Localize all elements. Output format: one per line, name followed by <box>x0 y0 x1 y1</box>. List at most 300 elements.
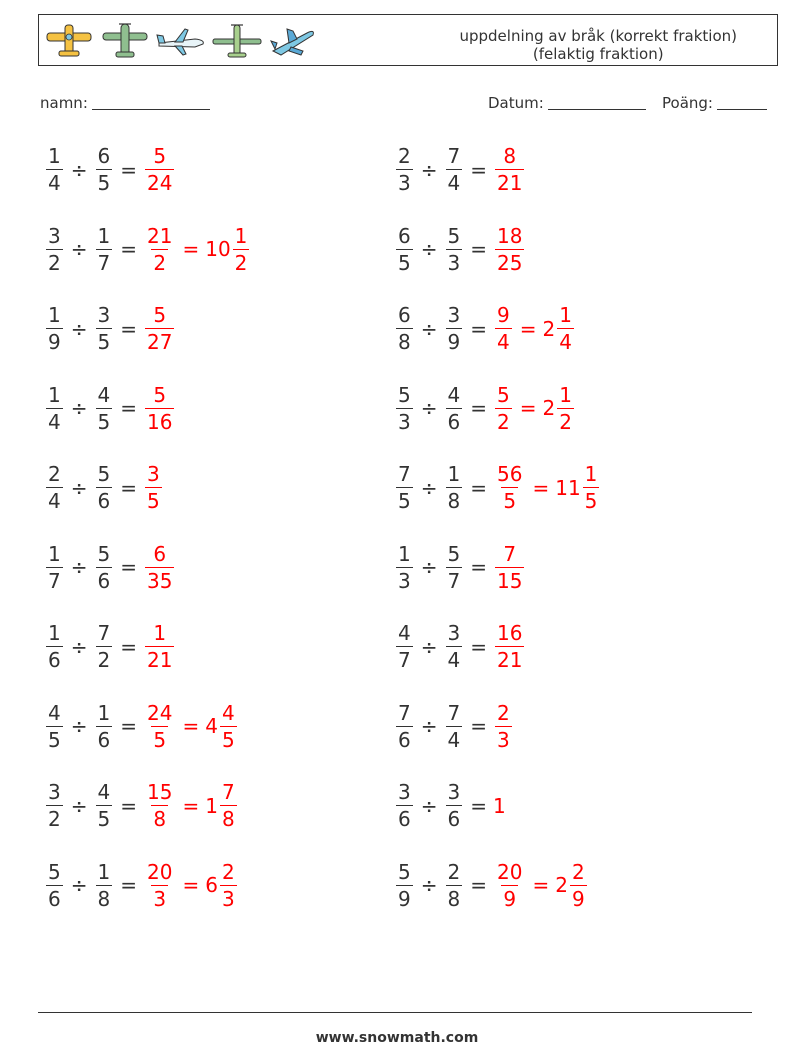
equals-sign: = <box>120 396 137 420</box>
answer-equals-sign: = <box>532 873 550 897</box>
answer-fraction-numerator: 5 <box>497 382 510 407</box>
divisor-fraction-numerator: 1 <box>97 223 111 248</box>
worksheet-title <box>459 27 737 63</box>
divisor-fraction-denominator: 7 <box>447 568 461 593</box>
divisor-fraction <box>96 304 113 353</box>
answer-fraction-denominator: 27 <box>147 330 173 354</box>
answer <box>143 304 176 353</box>
mixed-fraction-part <box>220 702 237 751</box>
answer-fraction-numerator: 7 <box>503 541 517 566</box>
divisor-fraction-denominator: 5 <box>97 330 111 354</box>
answer-fraction-numerator: 24 <box>147 700 173 725</box>
answer-fraction-denominator: 3 <box>497 727 510 752</box>
dividend-fraction <box>396 463 413 512</box>
answer-fraction-denominator: 15 <box>497 568 523 593</box>
divisor-fraction <box>96 543 113 592</box>
equals-sign: = <box>470 157 487 182</box>
divisor-fraction-denominator: 6 <box>447 409 461 434</box>
divisor-fraction-numerator: 7 <box>97 621 111 645</box>
plane-icons <box>43 21 319 61</box>
dividend-fraction-denominator: 6 <box>398 807 411 831</box>
dividend-fraction-numerator: 7 <box>398 700 411 725</box>
mixed-whole-part: 2 <box>542 396 556 420</box>
divisor-fraction <box>96 463 113 512</box>
divisor-fraction-denominator: 8 <box>97 886 111 911</box>
divisor-fraction <box>96 861 113 910</box>
divisor-fraction-denominator: 6 <box>97 727 111 752</box>
mixed-fraction-part-denominator: 5 <box>584 489 598 513</box>
mixed-fraction-part <box>583 463 600 512</box>
score-field[interactable] <box>662 94 767 112</box>
divide-sign: ÷ <box>420 555 438 579</box>
divisor-fraction <box>96 702 113 751</box>
mixed-fraction-part-denominator: 5 <box>221 727 235 752</box>
answer <box>143 145 176 194</box>
divisor-fraction-numerator: 2 <box>447 859 461 884</box>
equals-sign: = <box>120 157 137 182</box>
answer-fraction <box>495 145 524 194</box>
mixed-fraction-part-denominator: 3 <box>221 886 235 911</box>
divisor-fraction-denominator: 3 <box>447 250 461 275</box>
answer-fraction <box>495 622 524 671</box>
answer <box>143 384 176 433</box>
answer-fraction-numerator: 5 <box>153 382 167 407</box>
dividend-fraction-denominator: 6 <box>48 648 61 672</box>
equals-sign: = <box>470 475 487 500</box>
divide-sign: ÷ <box>70 555 88 579</box>
title-line-1: uppdelning av bråk (korrekt fraktion) <box>459 27 737 45</box>
dividend-fraction-numerator: 6 <box>398 223 411 248</box>
mixed-fraction-part-numerator: 4 <box>221 700 235 725</box>
divisor-fraction-numerator: 1 <box>97 700 111 725</box>
mixed-whole-part: 1 <box>205 793 218 818</box>
answer <box>143 781 239 830</box>
divide-sign: ÷ <box>70 475 88 500</box>
divisor-fraction-numerator: 3 <box>447 303 461 327</box>
divisor-fraction-numerator: 5 <box>447 541 461 566</box>
answer-fraction-numerator: 6 <box>153 541 167 566</box>
answer-fraction-numerator: 3 <box>147 462 160 486</box>
divisor-fraction-denominator: 6 <box>97 568 111 593</box>
mixed-fraction-part-numerator: 1 <box>559 303 572 327</box>
answer-fraction <box>495 225 524 274</box>
answer-fraction-denominator: 5 <box>503 489 517 513</box>
answer-fraction-numerator: 9 <box>497 303 510 327</box>
divide-sign: ÷ <box>70 873 88 897</box>
equals-sign: = <box>120 873 137 897</box>
mixed-fraction-part-numerator: 1 <box>559 382 572 407</box>
green-plane-icon <box>99 21 151 61</box>
green-propeller-plane-icon <box>211 21 263 61</box>
divide-sign: ÷ <box>70 157 88 182</box>
problem-row <box>44 463 164 512</box>
answer <box>493 384 576 433</box>
answer <box>493 861 589 910</box>
dividend-fraction-numerator: 2 <box>48 462 61 486</box>
dividend-fraction <box>396 384 413 433</box>
date-blank[interactable] <box>548 94 646 110</box>
problem-row <box>394 781 506 830</box>
mixed-fraction-part <box>557 304 574 353</box>
mixed-fraction-part-denominator: 2 <box>234 250 248 275</box>
dividend-fraction-denominator: 8 <box>398 330 411 354</box>
dividend-fraction-numerator: 7 <box>398 462 411 486</box>
equals-sign: = <box>120 555 137 579</box>
divisor-fraction-numerator: 4 <box>97 780 111 804</box>
mixed-fraction-part-denominator: 4 <box>559 330 572 354</box>
answer-fraction-denominator: 4 <box>497 330 510 354</box>
divisor-fraction <box>446 463 463 512</box>
divide-sign: ÷ <box>420 475 438 500</box>
blue-jet-icon <box>267 21 319 61</box>
dividend-fraction-denominator: 5 <box>48 727 61 752</box>
mixed-whole-part: 11 <box>555 475 581 500</box>
divisor-fraction-numerator: 1 <box>447 462 461 486</box>
divisor-fraction <box>446 622 463 671</box>
divide-sign: ÷ <box>420 316 438 341</box>
dividend-fraction-denominator: 3 <box>398 171 411 195</box>
dividend-fraction-numerator: 1 <box>398 541 411 566</box>
dividend-fraction-numerator: 4 <box>48 700 61 725</box>
answer-fraction <box>145 861 174 910</box>
answer-equals-sign: = <box>519 316 537 341</box>
problem-row <box>394 622 526 671</box>
mixed-fraction-part-numerator: 2 <box>221 859 235 884</box>
divide-sign: ÷ <box>420 157 438 182</box>
answer-fraction <box>495 384 512 433</box>
divisor-fraction <box>96 225 113 274</box>
answer-fraction-denominator: 5 <box>153 727 167 752</box>
dividend-fraction <box>396 225 413 274</box>
answer-fraction-numerator: 16 <box>497 621 523 645</box>
answer-fraction-denominator: 8 <box>153 807 167 831</box>
divide-sign: ÷ <box>70 634 88 659</box>
mixed-fraction-part-numerator: 2 <box>571 859 585 884</box>
divisor-fraction <box>446 145 463 194</box>
problem-row <box>44 304 176 353</box>
mixed-fraction-part <box>233 225 250 274</box>
problem-row <box>44 225 251 274</box>
divide-sign: ÷ <box>420 396 438 420</box>
divisor-fraction <box>96 384 113 433</box>
dividend-fraction-numerator: 3 <box>48 780 61 804</box>
divide-sign: ÷ <box>420 793 438 818</box>
mixed-fraction-part-denominator: 2 <box>559 409 572 434</box>
answer <box>493 702 514 751</box>
answer-fraction-numerator: 1 <box>153 621 167 645</box>
equals-sign: = <box>470 793 487 818</box>
dividend-fraction <box>46 861 63 910</box>
answer-equals-sign: = <box>182 714 200 738</box>
equals-sign: = <box>470 237 487 261</box>
divisor-fraction <box>446 861 463 910</box>
answer-fraction <box>145 463 162 512</box>
equals-sign: = <box>120 316 137 341</box>
divisor-fraction-denominator: 4 <box>447 727 461 752</box>
divisor-fraction-numerator: 5 <box>97 462 111 486</box>
divide-sign: ÷ <box>420 237 438 261</box>
divisor-fraction <box>96 145 113 194</box>
divisor-fraction-denominator: 8 <box>447 886 461 911</box>
divisor-fraction-denominator: 7 <box>97 250 111 275</box>
answer-fraction-numerator: 21 <box>147 223 173 248</box>
answer-whole-number: 1 <box>493 793 506 818</box>
equals-sign: = <box>470 316 487 341</box>
divisor-fraction-denominator: 6 <box>447 807 461 831</box>
answer-fraction <box>145 781 174 830</box>
answer-fraction <box>145 622 174 671</box>
divide-sign: ÷ <box>420 634 438 659</box>
problem-row <box>394 543 526 592</box>
divide-sign: ÷ <box>70 396 88 420</box>
mixed-whole-part: 10 <box>205 237 231 261</box>
footer-url: www.snowmath.com <box>315 1030 479 1046</box>
problem-row <box>44 781 239 830</box>
answer-fraction <box>495 702 512 751</box>
answer-fraction <box>495 543 524 592</box>
divisor-fraction-numerator: 5 <box>447 223 461 248</box>
divide-sign: ÷ <box>70 793 88 818</box>
dividend-fraction-denominator: 3 <box>398 568 411 593</box>
problem-row <box>394 225 526 274</box>
mixed-fraction-part-numerator: 1 <box>234 223 248 248</box>
mixed-fraction-part-denominator: 9 <box>571 886 585 911</box>
divisor-fraction-numerator: 5 <box>97 541 111 566</box>
dividend-fraction-denominator: 9 <box>48 330 61 354</box>
answer-fraction-numerator: 18 <box>497 223 523 248</box>
answer-fraction <box>495 463 524 512</box>
dividend-fraction-numerator: 5 <box>398 859 411 884</box>
mixed-fraction-part-numerator: 7 <box>221 780 235 804</box>
divisor-fraction-denominator: 2 <box>97 648 111 672</box>
answer-fraction <box>145 384 174 433</box>
equals-sign: = <box>120 634 137 659</box>
dividend-fraction-numerator: 3 <box>398 780 411 804</box>
mixed-fraction-part <box>557 384 574 433</box>
dividend-fraction-denominator: 5 <box>398 489 411 513</box>
equals-sign: = <box>120 793 137 818</box>
answer <box>493 794 506 818</box>
dividend-fraction <box>46 304 63 353</box>
dividend-fraction-denominator: 7 <box>398 648 411 672</box>
divisor-fraction-numerator: 3 <box>447 621 461 645</box>
score-label: Poäng: <box>662 94 713 112</box>
mixed-fraction-part <box>570 861 587 910</box>
answer-fraction-denominator: 2 <box>153 250 167 275</box>
dividend-fraction-denominator: 3 <box>398 409 411 434</box>
divisor-fraction-denominator: 5 <box>97 409 111 434</box>
answer-equals-sign: = <box>182 237 200 261</box>
answer <box>143 463 164 512</box>
answer <box>143 622 176 671</box>
answer-fraction-denominator: 21 <box>147 648 173 672</box>
answer-fraction-denominator: 9 <box>503 886 517 911</box>
dividend-fraction <box>46 781 63 830</box>
equals-sign: = <box>120 237 137 261</box>
dividend-fraction <box>46 622 63 671</box>
equals-sign: = <box>470 714 487 738</box>
dividend-fraction-numerator: 1 <box>48 382 61 407</box>
equals-sign: = <box>120 475 137 500</box>
divisor-fraction-denominator: 9 <box>447 330 461 354</box>
divisor-fraction <box>446 702 463 751</box>
answer-fraction <box>145 145 174 194</box>
name-blank[interactable] <box>92 94 210 110</box>
answer <box>493 145 526 194</box>
footer-divider <box>38 1012 752 1013</box>
mixed-whole-part: 4 <box>205 714 218 738</box>
dividend-fraction-numerator: 6 <box>398 303 411 327</box>
answer <box>493 304 576 353</box>
dividend-fraction-denominator: 4 <box>48 409 61 434</box>
dividend-fraction-denominator: 4 <box>48 171 61 195</box>
dividend-fraction <box>46 702 63 751</box>
date-field[interactable] <box>488 94 646 112</box>
answer-fraction <box>495 861 524 910</box>
name-label: namn: <box>40 94 88 112</box>
equals-sign: = <box>470 555 487 579</box>
divide-sign: ÷ <box>70 316 88 341</box>
dividend-fraction <box>396 622 413 671</box>
equals-sign: = <box>470 873 487 897</box>
title-line-2: (felaktig fraktion) <box>532 45 664 63</box>
divide-sign: ÷ <box>70 237 88 261</box>
answer-fraction <box>145 543 174 592</box>
dividend-fraction <box>46 543 63 592</box>
dividend-fraction-numerator: 3 <box>48 223 61 248</box>
answer-equals-sign: = <box>519 396 537 420</box>
score-blank[interactable] <box>717 94 767 110</box>
dividend-fraction <box>46 225 63 274</box>
answer <box>493 225 526 274</box>
divisor-fraction-denominator: 4 <box>447 648 461 672</box>
divisor-fraction-numerator: 1 <box>97 859 111 884</box>
dividend-fraction-denominator: 5 <box>398 250 411 275</box>
divisor-fraction-denominator: 5 <box>97 171 111 195</box>
problem-row <box>394 145 526 194</box>
mixed-whole-part: 2 <box>542 316 556 341</box>
answer-fraction-numerator: 20 <box>497 859 523 884</box>
divide-sign: ÷ <box>70 714 88 738</box>
answer-fraction-denominator: 5 <box>147 489 160 513</box>
date-label: Datum: <box>488 94 544 112</box>
answer-fraction-numerator: 5 <box>153 144 167 168</box>
dividend-fraction <box>46 384 63 433</box>
answer <box>493 622 526 671</box>
answer-equals-sign: = <box>182 873 200 897</box>
mixed-fraction-part <box>220 861 237 910</box>
answer-equals-sign: = <box>532 475 550 500</box>
divisor-fraction-denominator: 8 <box>447 489 461 513</box>
answer-fraction-numerator: 20 <box>147 859 173 884</box>
dividend-fraction-numerator: 4 <box>398 621 411 645</box>
white-jet-icon <box>155 21 207 61</box>
problem-row <box>44 622 176 671</box>
header-box <box>38 14 778 66</box>
yellow-plane-icon <box>43 21 95 61</box>
divisor-fraction-numerator: 6 <box>97 144 111 168</box>
divide-sign: ÷ <box>420 873 438 897</box>
problem-row <box>394 384 576 433</box>
dividend-fraction-numerator: 1 <box>48 541 61 566</box>
divisor-fraction <box>446 304 463 353</box>
answer <box>143 543 176 592</box>
divisor-fraction-denominator: 6 <box>97 489 111 513</box>
problem-row <box>44 702 239 751</box>
problem-row <box>394 702 514 751</box>
mixed-whole-part: 6 <box>205 873 218 897</box>
answer <box>143 861 239 910</box>
problem-row <box>44 145 176 194</box>
divisor-fraction-denominator: 5 <box>97 807 111 831</box>
dividend-fraction-numerator: 5 <box>398 382 411 407</box>
dividend-fraction <box>396 543 413 592</box>
answer-fraction <box>145 702 174 751</box>
dividend-fraction-denominator: 7 <box>48 568 61 593</box>
dividend-fraction <box>396 145 413 194</box>
divisor-fraction <box>446 225 463 274</box>
divisor-fraction <box>446 384 463 433</box>
dividend-fraction-numerator: 1 <box>48 621 61 645</box>
problem-row <box>44 861 239 910</box>
answer-fraction-denominator: 2 <box>497 409 510 434</box>
divisor-fraction-numerator: 7 <box>447 144 461 168</box>
dividend-fraction-numerator: 2 <box>398 144 411 168</box>
divisor-fraction <box>96 781 113 830</box>
answer-fraction-numerator: 5 <box>153 303 167 327</box>
divisor-fraction <box>446 781 463 830</box>
dividend-fraction <box>46 145 63 194</box>
equals-sign: = <box>470 396 487 420</box>
dividend-fraction-denominator: 2 <box>48 250 61 275</box>
answer-fraction-numerator: 15 <box>147 780 173 804</box>
equals-sign: = <box>470 634 487 659</box>
equals-sign: = <box>120 714 137 738</box>
divisor-fraction-numerator: 3 <box>447 780 461 804</box>
mixed-whole-part: 2 <box>555 873 568 897</box>
divisor-fraction-numerator: 4 <box>447 382 461 407</box>
divisor-fraction <box>446 543 463 592</box>
problem-row <box>394 304 576 353</box>
answer <box>493 543 526 592</box>
answer-fraction-denominator: 21 <box>497 648 523 672</box>
divide-sign: ÷ <box>420 714 438 738</box>
mixed-fraction-part-denominator: 8 <box>221 807 235 831</box>
dividend-fraction-numerator: 5 <box>48 859 61 884</box>
answer-fraction <box>495 304 512 353</box>
divisor-fraction-numerator: 4 <box>97 382 111 407</box>
answer-fraction-numerator: 2 <box>497 700 510 725</box>
answer-equals-sign: = <box>182 793 200 818</box>
dividend-fraction <box>396 861 413 910</box>
answer-fraction-denominator: 35 <box>147 568 173 593</box>
answer-fraction-numerator: 8 <box>503 144 517 168</box>
divisor-fraction <box>96 622 113 671</box>
answer-fraction-numerator: 56 <box>497 462 523 486</box>
dividend-fraction-denominator: 9 <box>398 886 411 911</box>
dividend-fraction-denominator: 2 <box>48 807 61 831</box>
answer <box>493 463 601 512</box>
dividend-fraction-denominator: 4 <box>48 489 61 513</box>
divisor-fraction-numerator: 7 <box>447 700 461 725</box>
divisor-fraction-numerator: 3 <box>97 303 111 327</box>
dividend-fraction <box>46 463 63 512</box>
dividend-fraction <box>396 781 413 830</box>
name-field[interactable] <box>40 94 210 112</box>
dividend-fraction-numerator: 1 <box>48 144 61 168</box>
answer <box>143 702 239 751</box>
answer-fraction-denominator: 24 <box>147 171 173 195</box>
